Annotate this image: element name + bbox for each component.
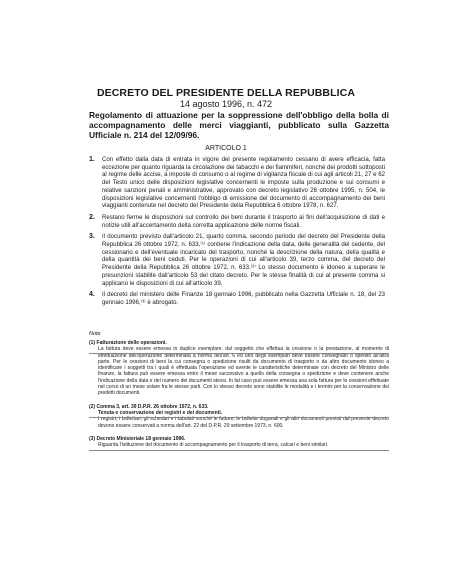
note-divider: [89, 353, 389, 354]
item-text: Con effetto dalla data di entrata in vigore del presente regolamento cessano di avere efficacia, fatta eccezione per quanto riguarda la circolazione dei tabacchi e dei fiammiferi, nonché dei prodotti sottoposti al regime delle accise, a imposte di consumo o al regime di vigilanza fiscale di cui agli articoli 21, 27 e 62 del Testo unico delle disposizioni legislative concernenti le imposte sulla produzione e sui consumi e relative sanzioni penali e amministrative, approvato con decreto legislativo 26 ottobre 1995, n. 504, le disposizioni legislative concernenti l'obbligo di emissione del documento di accompagnamento dei beni viaggianti contenute nel decreto del Presidente della Repubblica 6 ottobre 1978, n. 627.: [102, 156, 385, 210]
item-text: Il decreto del ministero delle Finanze 18 gennaio 1996, pubblicato nella Gazzetta Ufficiale n. 18, del 23 gennaio 1996,⁽³⁾ è abrogato.: [102, 291, 385, 306]
article-items: [89, 156, 385, 311]
article-item: [89, 214, 385, 229]
note-entry: [89, 340, 389, 397]
notes-label: Note: [89, 331, 101, 337]
item-number: 2.: [89, 213, 95, 221]
decree-subtitle: Regolamento di attuazione per la soppressione dell'obbligo della bolla di accompagnamento delle merci viaggianti, pubblicato sulla Gazzetta Ufficiale n. 214 del 12/09/96.: [89, 110, 389, 140]
item-text: Il documento previsto dall'articolo 21, quarto comma, secondo periodo del decreto del Presidente della Repubblica 26 ottobre 1972, n. 633,⁽¹⁾ contiene l'indicazione della data, delle generalità del cedente, del cessionario e dell'eventuale incaricato del trasporto, nonché la descrizione della natura, della qualità e della quantità dei beni ceduti. Per le operazioni di cui all'articolo 39, terzo comma, del decreto del Presidente della Repubblica 26 ottobre 1972, n. 633.⁽²⁾ Lo stesso documento è idoneo a superare le presunzioni stabilite dall'articolo 53 del citato decreto. Per le stesse finalità di cui al presente comma si applicano le disposizioni di cui all'articolo 39.: [102, 233, 385, 287]
note-header: (3) Decreto Ministeriale 18 gennaio 1996.: [89, 435, 186, 442]
article-heading: ARTICOLO 1: [205, 145, 247, 152]
note-body: I registri, i bollettari, gli schedari e i tabulati nonché le fatture, le bollette doganali e gli altri documenti previsti dal presente decreto devono essere conservati a norma dell'art. 22 del D.P.R. 29 settembre 1973, n. 600.: [98, 416, 389, 429]
decree-title: DECRETO DEL PRESIDENTE DELLA REPUBBLICA: [96, 87, 356, 99]
note-header: (2) Comma 3, art. 39 D.P.R. 26 ottobre 1972, n. 633.: [89, 403, 209, 410]
note-divider: [89, 450, 389, 451]
article-item: [89, 291, 385, 306]
note-entry: [89, 436, 389, 449]
item-number: 4.: [89, 291, 95, 299]
note-divider: [89, 417, 389, 418]
item-number: 3.: [89, 233, 95, 241]
item-text: Restano ferme le disposizioni sul controllo dei beni durante il trasporto ai fini dell'acquisizione di dati e notizie utili all'accertamento della corretta applicazione delle norme fiscali.: [102, 213, 385, 229]
article-item: [89, 156, 385, 210]
decree-date: 14 agosto 1996, n. 472: [179, 99, 273, 109]
note-header: (1) Fatturazione delle operazioni.: [89, 340, 167, 346]
note-body: Riguarda l'istituzione del documento di accompagnamento per il trasporto di terra, calcari e beni similari.: [98, 442, 329, 449]
note-body: La fattura deve essere emessa in duplice esemplare, dal soggetto che effettua la cessione o la prestazione, al momento di effettuazione dell'operazione determinata a norma dell'art. 6 ed uno degli esemplari deve essere consegnato o spedito all'altra parte. Per le cessioni di beni la cui consegna o spedizione risulti da documento di trasporto o da altro documento idoneo a identificare i soggetti tra i quali è effettuata l'operazione ed avente le caratteristiche determinate con decreto del Ministro delle finanze, la fattura può essere emessa entro il mese successivo a quello della consegna o spedizione e deve contenere anche l'indicazione della data e del numero dei documenti stessi. In tal caso può essere emessa una sola fattura per le cessioni effettuate nel corso di un mese solare fra le stesse parti. Con lo stesso decreto sono stabilite le modalità e i termini per la conservazione dei predetti documenti.: [98, 346, 389, 397]
notes-section: [89, 340, 389, 455]
article-item: [89, 233, 385, 287]
item-number: 1.: [89, 156, 95, 163]
note-subheader: Tenuta e conservazione dei registri e dei documenti.: [98, 409, 223, 416]
